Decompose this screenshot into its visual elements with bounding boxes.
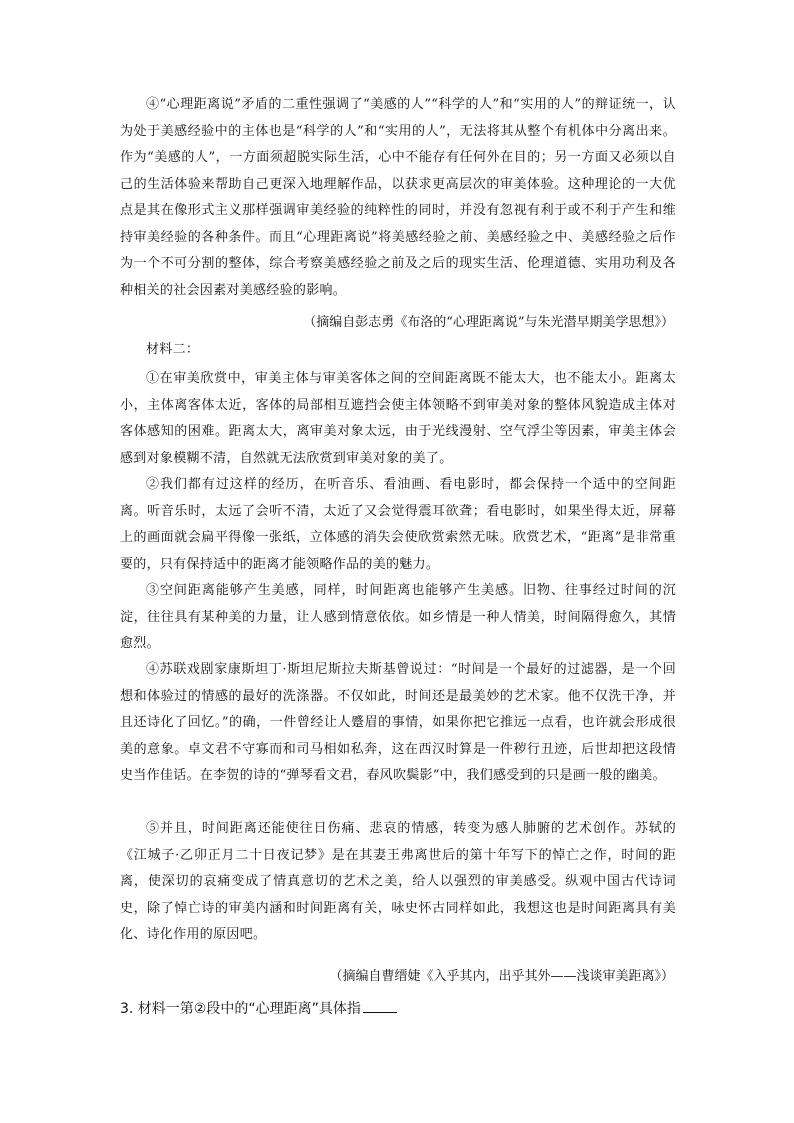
material-two-source: （摘编自曹缙婕《入乎其内，出乎其外——浅谈审美距离》） (329, 969, 674, 984)
material-two-heading: 材料二： (146, 342, 200, 357)
material-two-paragraph-5: ⑤并且，时间距离还能使往日伤痛、悲哀的情感，转变为感人肺腑的艺术创作。苏轼的《江城子·乙卯正月二十日夜记梦》是在其妻王弗离世后的第十年写下的悼亡之作，时间的距离，使深切的哀痛变成了情真意切的艺术之美，给人以强烈的审美感受。纵观中国古代诗词史，除了悼亡诗的审美内涵和时间距离有关，咏史怀古同样如此，我想这也是时间距离具有美化、诗化作用的原因吧。 (120, 821, 676, 942)
answer-blank[interactable] (363, 998, 397, 1013)
question-3-text: 3. 材料一第②段中的“心理距离”具体指 (120, 1001, 361, 1017)
material-one-paragraph-4: ④“心理距离说”矛盾的二重性强调了“美感的人”“科学的人”和“实用的人”的辩证统一，认为处于美感经验中的主体也是“科学的人”和“实用的人”，无法将其从整个有机体中分离出来。作为“美感的人”，一方面须超脱实际生活，心中不能存有任何外在目的；另一方面又必须以自己的生活体验来帮助自己更深入地理解作品，以获求更高层次的审美体验。这种理论的一大优点是其在像形式主义那样强调审美经验的纯粹性的同时，并没有忽视有利于或不利于产生和维持审美经验的各种条件。而且“心理距离说”将美感经验之前、美感经验之中、美感经验之后作为一个不可分割的整体，综合考察美感经验之前及之后的现实生活、伦理道德、实用功利及各种相关的社会因素对美感经验的影响。 (120, 97, 676, 298)
material-two-paragraph-1: ①在审美欣赏中，审美主体与审美客体之间的空间距离既不能太大，也不能太小。距离太小，主体离客体太近，客体的局部相互遮挡会使主体领略不到审美对象的整体风貌造成主体对客体感知的困难。距离太大，离审美对象太远，由于光线漫射、空气浮尘等因素，审美主体会感到对象模糊不清，自然就无法欣赏到审美对象的美了。 (120, 371, 676, 466)
material-two-paragraph-2: ②我们都有过这样的经历，在听音乐、看油画、看电影时，都会保持一个适中的空间距离。听音乐时，太远了会听不清，太近了又会觉得震耳欲聋；看电影时，如果坐得太近，屏幕上的画面就会扁平得像一张纸，立体感的消失会使欣赏索然无味。欣赏艺术，“距离”是非常重要的，只有保持适中的距离才能领略作品的美的魅力。 (120, 477, 676, 572)
material-two-paragraph-4: ④苏联戏剧家康斯坦丁·斯坦尼斯拉夫斯基曾说过：“时间是一个最好的过滤器，是一个回想和体验过的情感的最好的洗涤器。不仅如此，时间还是最美妙的艺术家。他不仅洗干净，并且还诗化了回忆。”的确，一件曾经让人蹙眉的事情，如果你把它推远一点看，也许就会形成很美的意象。卓文君不守寡而和司马相如私奔，这在西汉时算是一件秽行丑迹，后世却把这段情史当作佳话。在李贺的诗的“弹琴看文君，春风吹鬓影”中，我们感受到的只是画一般的幽美。 (120, 662, 676, 783)
material-one-source: （摘编自彭志勇《布洛的“心理距离说”与朱光潜早期美学思想》） (303, 315, 674, 330)
question-3 (120, 998, 397, 1020)
material-two-paragraph-3: ③空间距离能够产生美感，同样，时间距离也能够产生美感。旧物、往事经过时间的沉淀，往往具有某种美的力量，让人感到情意依依。如乡情是一种人情美，时间隔得愈久，其情愈烈。 (120, 583, 676, 651)
